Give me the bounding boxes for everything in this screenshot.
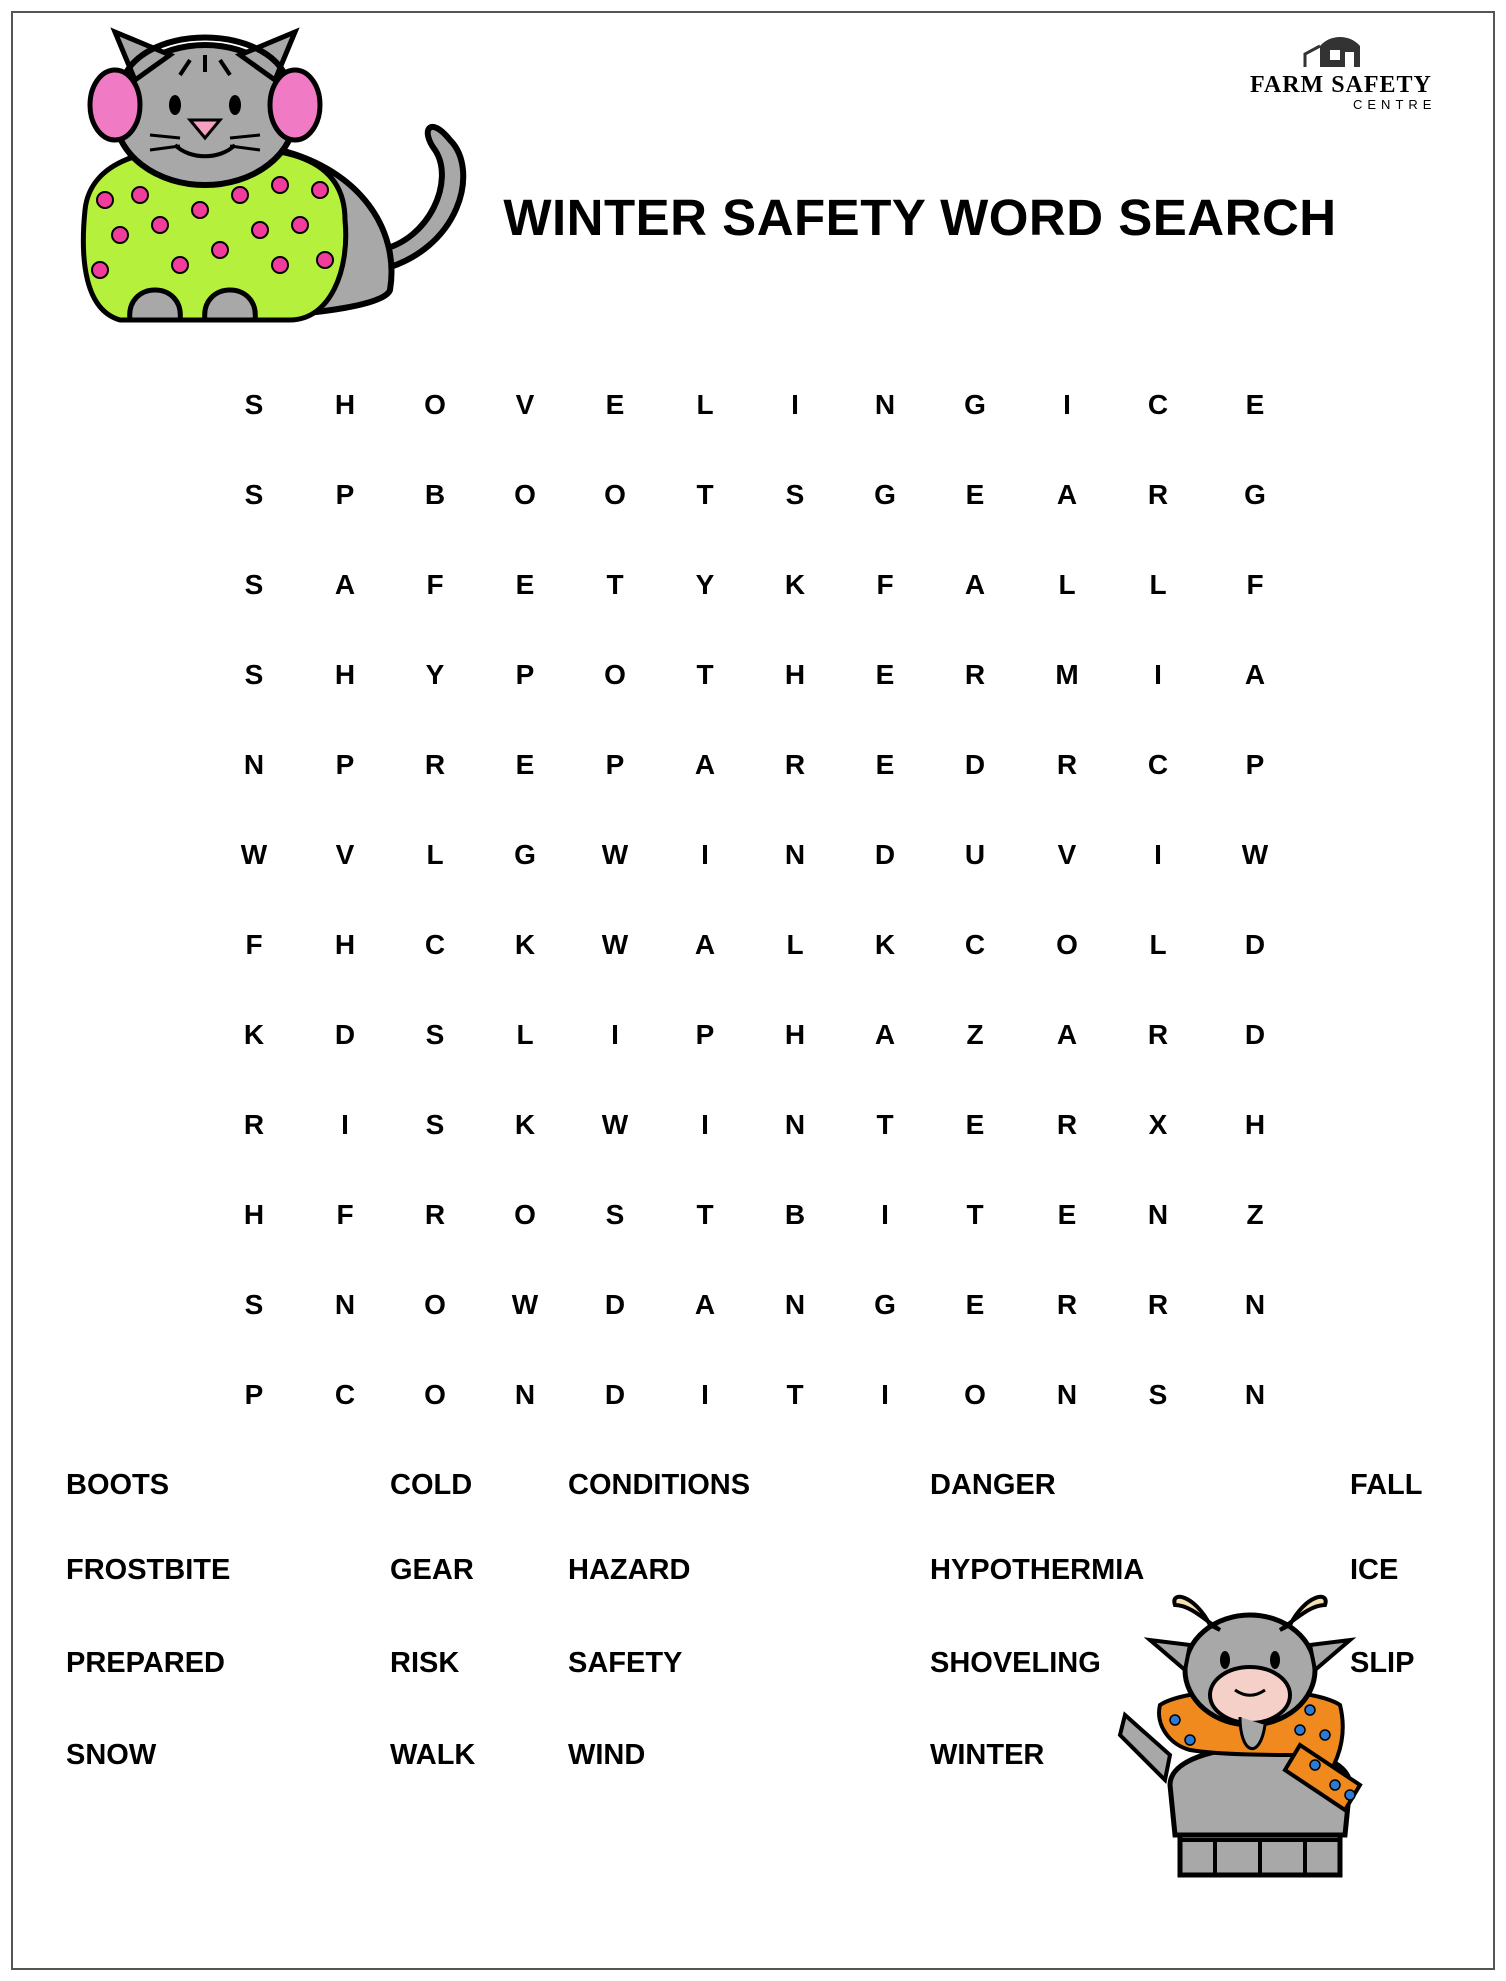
grid-letter: A [1056, 479, 1078, 510]
grid-letter: H [784, 659, 806, 690]
grid-letter: D [1244, 929, 1266, 960]
grid-letter: B [784, 1199, 806, 1230]
grid-letter: E [965, 1109, 985, 1140]
grid-letter: I [1154, 659, 1162, 690]
grid-letter: S [244, 659, 264, 690]
grid-letter: G [964, 389, 986, 420]
word-list-item: GEAR [390, 1554, 474, 1586]
grid-letter: S [605, 1199, 625, 1230]
grid-letter: A [964, 569, 986, 600]
word-list-item: FROSTBITE [66, 1554, 231, 1586]
grid-letter: E [515, 749, 535, 780]
goat-illustration [1110, 1585, 1410, 1885]
grid-letter: I [341, 1109, 349, 1140]
grid-letter: H [784, 1019, 806, 1050]
grid-letter: W [240, 839, 268, 870]
grid-letter: V [335, 839, 355, 870]
grid-letter: L [516, 1019, 534, 1050]
grid-letter: Z [1246, 1199, 1264, 1230]
grid-letter: Y [425, 659, 445, 690]
grid-letter: R [1056, 749, 1078, 780]
grid-letter: P [695, 1019, 715, 1050]
grid-letter: R [1147, 1019, 1169, 1050]
grid-letter: N [514, 1379, 536, 1410]
grid-letter: W [601, 1109, 629, 1140]
grid-letter: F [245, 929, 263, 960]
grid-letter: U [964, 839, 986, 870]
grid-letter: D [874, 839, 896, 870]
grid-letter: I [881, 1199, 889, 1230]
grid-letter: O [604, 479, 626, 510]
word-list-item: WALK [390, 1739, 476, 1771]
grid-letter: W [511, 1289, 539, 1320]
grid-letter: E [875, 749, 895, 780]
grid-letter: P [515, 659, 535, 690]
word-list-item: COLD [390, 1469, 473, 1501]
grid-letter: Y [695, 569, 715, 600]
grid-letter: D [604, 1289, 626, 1320]
grid-letter: T [696, 479, 714, 510]
grid-letter: R [964, 659, 986, 690]
grid-letter: S [244, 1289, 264, 1320]
grid-letter: I [791, 389, 799, 420]
grid-letter: X [1148, 1109, 1168, 1140]
grid-letter: R [1056, 1109, 1078, 1140]
grid-letter: E [1245, 389, 1265, 420]
grid-letter: N [874, 389, 896, 420]
grid-letter: A [694, 1289, 716, 1320]
cat-illustration [60, 20, 470, 340]
word-list-item: BOOTS [66, 1469, 170, 1501]
grid-letter: N [784, 1109, 806, 1140]
grid-letter: S [244, 389, 264, 420]
grid-letter: W [1241, 839, 1269, 870]
grid-letter: D [964, 749, 986, 780]
grid-letter: A [334, 569, 356, 600]
farm-safety-centre-logo [1245, 32, 1465, 122]
grid-letter: H [1244, 1109, 1266, 1140]
grid-letter: R [784, 749, 806, 780]
grid-letter: D [1244, 1019, 1266, 1050]
grid-letter: T [876, 1109, 894, 1140]
word-list-item: HYPOTHERMIA [930, 1554, 1145, 1586]
grid-letter: E [515, 569, 535, 600]
word-list-item: ICE [1350, 1554, 1399, 1586]
logo-name: FARM SAFETY [1250, 72, 1432, 98]
grid-letter: N [1147, 1199, 1169, 1230]
grid-letter: P [1245, 749, 1265, 780]
grid-letter: I [701, 839, 709, 870]
word-list-item: SHOVELING [930, 1647, 1101, 1679]
word-list-item: SAFETY [568, 1647, 683, 1679]
word-list-item: RISK [390, 1647, 460, 1679]
grid-letter: N [1244, 1289, 1266, 1320]
grid-letter: R [1147, 479, 1169, 510]
grid-letter: I [701, 1109, 709, 1140]
grid-letter: M [1055, 659, 1079, 690]
page-title: WINTER SAFETY WORD SEARCH [503, 189, 1337, 246]
grid-letter: L [1149, 929, 1167, 960]
grid-letter: E [605, 389, 625, 420]
word-list-item: PREPARED [66, 1647, 225, 1679]
grid-letter: C [334, 1379, 356, 1410]
word-list-item: DANGER [930, 1469, 1056, 1501]
grid-letter: O [514, 1199, 536, 1230]
grid-letter: P [335, 749, 355, 780]
grid-letter: C [424, 929, 446, 960]
logo-subtitle: CENTRE [1353, 97, 1437, 112]
grid-letter: O [424, 1289, 446, 1320]
grid-letter: A [694, 929, 716, 960]
grid-letter: F [1246, 569, 1264, 600]
grid-letter: L [786, 929, 804, 960]
grid-letter: E [965, 479, 985, 510]
grid-letter: C [1147, 749, 1169, 780]
grid-letter: T [606, 569, 624, 600]
barn-icon [1245, 32, 1465, 72]
grid-letter: R [424, 749, 446, 780]
grid-letter: H [243, 1199, 265, 1230]
grid-letter: F [876, 569, 894, 600]
grid-letter: N [784, 1289, 806, 1320]
grid-letter: O [424, 1379, 446, 1410]
grid-letter: S [1148, 1379, 1168, 1410]
grid-letter: V [515, 389, 535, 420]
word-list-item: WINTER [930, 1739, 1045, 1771]
grid-letter: S [425, 1019, 445, 1050]
grid-letter: O [604, 659, 626, 690]
grid-letter: H [334, 659, 356, 690]
grid-letter: O [964, 1379, 986, 1410]
grid-letter: S [244, 569, 264, 600]
grid-letter: H [334, 389, 356, 420]
grid-letter: G [874, 1289, 896, 1320]
grid-letter: L [426, 839, 444, 870]
grid-letter: I [881, 1379, 889, 1410]
grid-letter: O [424, 389, 446, 420]
grid-letter: G [514, 839, 536, 870]
grid-letter: P [244, 1379, 264, 1410]
grid-letter: F [336, 1199, 354, 1230]
grid-letter: R [1056, 1289, 1078, 1320]
grid-letter: T [966, 1199, 984, 1230]
word-list-item: SNOW [66, 1739, 157, 1771]
grid-letter: K [784, 569, 806, 600]
grid-letter: N [334, 1289, 356, 1320]
grid-letter: A [874, 1019, 896, 1050]
grid-letter: S [244, 479, 264, 510]
grid-letter: H [334, 929, 356, 960]
grid-letter: V [1057, 839, 1077, 870]
grid-letter: I [1154, 839, 1162, 870]
grid-letter: T [696, 659, 714, 690]
grid-letter: K [874, 929, 896, 960]
grid-letter: L [1149, 569, 1167, 600]
grid-letter: N [784, 839, 806, 870]
grid-letter: I [701, 1379, 709, 1410]
grid-letter: S [785, 479, 805, 510]
grid-letter: W [601, 929, 629, 960]
grid-letter: I [611, 1019, 619, 1050]
grid-letter: A [1056, 1019, 1078, 1050]
grid-letter: P [335, 479, 355, 510]
grid-letter: B [424, 479, 446, 510]
grid-letter: O [1056, 929, 1078, 960]
grid-letter: N [243, 749, 265, 780]
grid-letter: I [1063, 389, 1071, 420]
grid-letter: N [1244, 1379, 1266, 1410]
word-list-item: HAZARD [568, 1554, 691, 1586]
grid-letter: D [334, 1019, 356, 1050]
grid-letter: A [1244, 659, 1266, 690]
grid-letter: N [1056, 1379, 1078, 1410]
grid-letter: A [694, 749, 716, 780]
grid-letter: R [424, 1199, 446, 1230]
grid-letter: E [875, 659, 895, 690]
word-list-item: WIND [568, 1739, 646, 1771]
grid-letter: K [243, 1019, 265, 1050]
word-list-item: FALL [1350, 1469, 1423, 1501]
grid-letter: W [601, 839, 629, 870]
grid-letter: K [514, 1109, 536, 1140]
grid-letter: G [874, 479, 896, 510]
grid-letter: E [965, 1289, 985, 1320]
grid-letter: S [425, 1109, 445, 1140]
grid-letter: C [1147, 389, 1169, 420]
grid-letter: E [1057, 1199, 1077, 1230]
grid-letter: R [243, 1109, 265, 1140]
grid-letter: G [1244, 479, 1266, 510]
grid-letter: L [1058, 569, 1076, 600]
word-list-item: CONDITIONS [568, 1469, 751, 1501]
grid-letter: R [1147, 1289, 1169, 1320]
grid-letter: L [696, 389, 714, 420]
grid-letter: P [605, 749, 625, 780]
grid-letter: Z [966, 1019, 984, 1050]
grid-letter: F [426, 569, 444, 600]
grid-letter: T [786, 1379, 804, 1410]
grid-letter: T [696, 1199, 714, 1230]
grid-letter: K [514, 929, 536, 960]
grid-letter: O [514, 479, 536, 510]
word-list-item: SLIP [1350, 1647, 1415, 1679]
grid-letter: C [964, 929, 986, 960]
grid-letter: D [604, 1379, 626, 1410]
